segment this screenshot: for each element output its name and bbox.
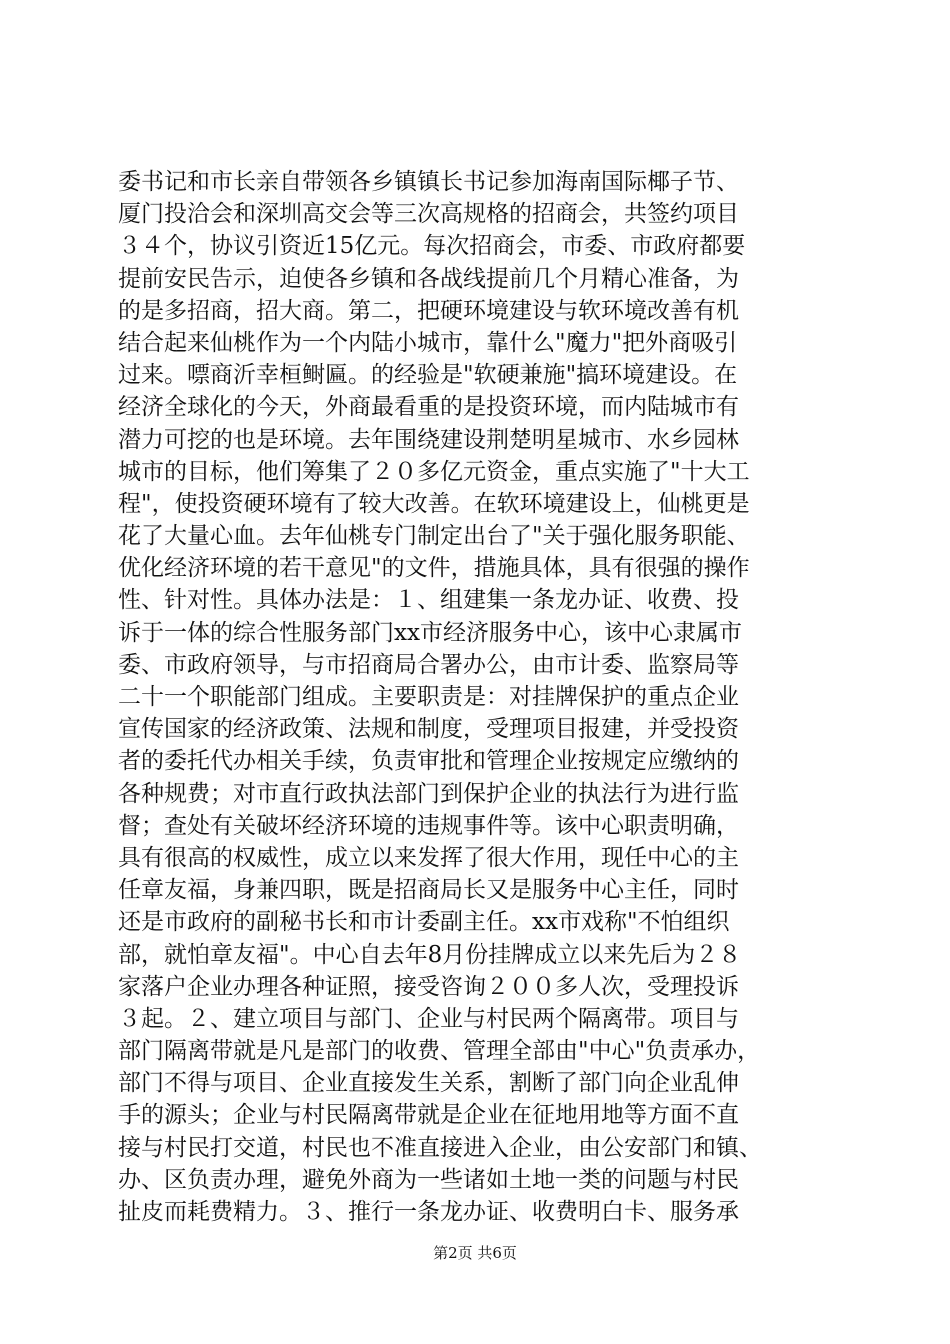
text-line: 各种规费；对市直行政执法部门到保护企业的执法行为进行监 [118,780,739,807]
text-line: 潜力可挖的也是环境。去年围绕建设荆楚明星城市、水乡园林 [118,426,739,453]
text-line: 的是多招商，招大商。第二，把硬环境建设与软环境改善有机 [118,297,739,324]
text-line: 办、区负责办理，避免外商为一些诸如土地一类的问题与村民 [118,1166,739,1193]
text-line: 委、市政府领导，与市招商局合署办公，由市计委、监察局等 [118,651,739,678]
text-line: ３起。２、建立项目与部门、企业与村民两个隔离带。项目与 [118,1005,739,1032]
text-line: 经济全球化的今天，外商最看重的是投资环境，而内陆城市有 [118,394,739,421]
text-line: 优化经济环境的若干意见"的文件，措施具体，具有很强的操作 [118,555,750,582]
text-line: 性、针对性。具体办法是：１、组建集一条龙办证、收费、投 [118,587,739,614]
text-line: 花了大量心血。去年仙桃专门制定出台了"关于强化服务职能、 [118,523,750,550]
text-line: 宣传国家的经济政策、法规和制度，受理项目报建，并受投资 [118,716,739,743]
text-line: 具有很高的权威性，成立以来发挥了很大作用，现任中心的主 [118,844,739,871]
text-line: 委书记和市长亲自带领各乡镇镇长书记参加海南国际椰子节、 [118,169,739,195]
text-line: 接与村民打交道，村民也不准直接进入企业，由公安部门和镇、 [118,1134,762,1161]
text-line: 扯皮而耗费精力。３、推行一条龙办证、收费明白卡、服务承 [118,1199,739,1225]
text-line: ３４个，协议引资近15亿元。每次招商会，市委、市政府都要 [118,233,746,260]
page-number-footer: 第2页 共6页 [433,1244,517,1262]
text-line: 厦门投洽会和深圳高交会等三次高规格的招商会，共签约项目 [118,201,739,228]
text-line: 督；查处有关破坏经济环境的违规事件等。该中心职责明确， [118,812,739,839]
text-line: 过来。嘌商沂幸桓鲥匾。的经验是"软硬兼施"搞环境建设。在 [118,362,738,389]
text-line: 程"，使投资硬环境有了较大改善。在软环境建设上，仙桃更是 [118,490,750,517]
text-line: 部门不得与项目、企业直接发生关系，割断了部门向企业乱伸 [118,1070,739,1097]
body-paragraph [118,166,838,1228]
text-line: 部门隔离带就是凡是部门的收费、管理全部由"中心"负责承办， [118,1038,761,1065]
text-line: 结合起来仙桃作为一个内陆小城市，靠什么"魔力"把外商吸引 [118,329,738,356]
text-line: 诉于一体的综合性服务部门xx市经济服务中心，该中心隶属市 [118,619,742,646]
text-line: 家落户企业办理各种证照，接受咨询２００多人次，受理投诉 [118,973,739,1000]
text-line: 任章友福，身兼四职，既是招商局长又是服务中心主任，同时 [118,877,739,904]
text-line: 手的源头；企业与村民隔离带就是企业在征地用地等方面不直 [118,1102,739,1129]
text-line: 城市的目标，他们筹集了２０多亿元资金，重点实施了"十大工 [118,458,750,485]
text-line: 二十一个职能部门组成。主要职责是：对挂牌保护的重点企业 [118,684,739,710]
text-line: 者的委托代办相关手续，负责审批和管理企业按规定应缴纳的 [118,748,739,775]
text-line: 提前安民告示，迫使各乡镇和各战线提前几个月精心准备，为 [118,265,739,292]
text-line: 还是市政府的副秘书长和市计委副主任。xx市戏称"不怕组织 [118,909,730,936]
text-line: 部，就怕章友福"。中心自去年8月份挂牌成立以来先后为２８ [118,941,742,968]
